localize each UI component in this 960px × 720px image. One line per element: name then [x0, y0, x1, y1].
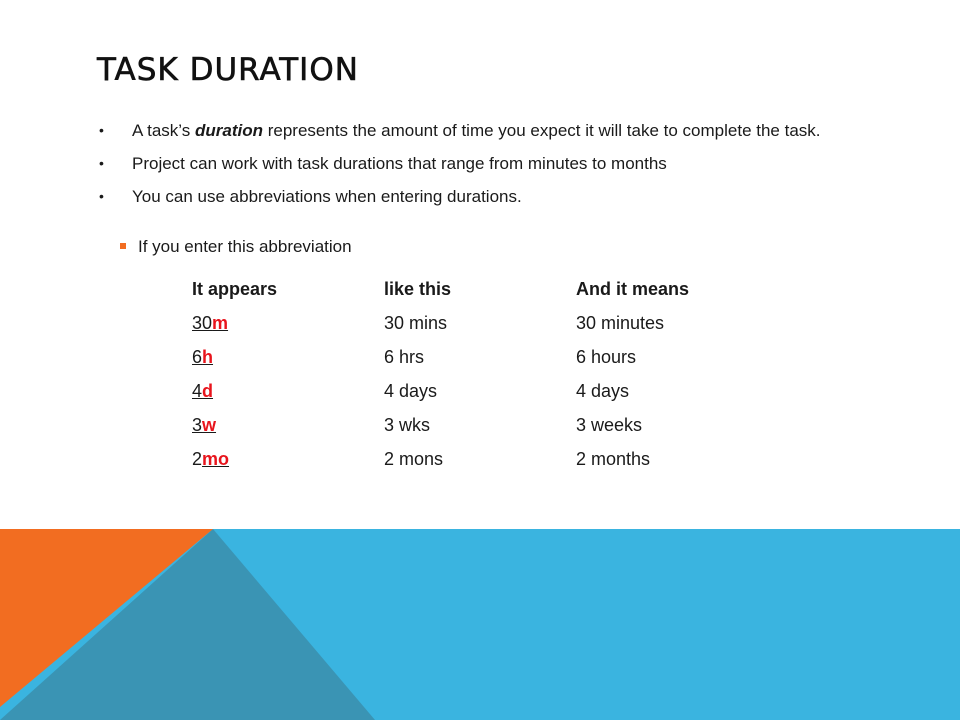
appears-cell: 30 mins — [384, 312, 448, 333]
means-cell: 4 days — [576, 380, 630, 401]
bullet-text: You can use abbreviations when entering durations. — [132, 187, 522, 206]
bullet-dot-icon: • — [99, 122, 104, 138]
square-bullet-icon — [120, 243, 126, 249]
sub-bullet — [120, 236, 352, 257]
appears-cell: 2 mons — [384, 448, 444, 469]
bullet-list — [97, 120, 837, 219]
abbreviation-unit: mo — [202, 448, 230, 469]
abbreviation-number: 2 — [192, 448, 203, 469]
abbreviation-cell — [192, 408, 384, 442]
abbreviation-unit: m — [212, 312, 229, 333]
abbreviation-unit: h — [202, 346, 214, 367]
abbreviation-unit: d — [202, 380, 214, 401]
table-row — [192, 442, 776, 476]
bullet-text: Project can work with task durations that range from minutes to months — [132, 154, 667, 173]
decorative-footer — [0, 529, 960, 720]
means-cell: 3 weeks — [576, 414, 643, 435]
means-cell: 2 months — [576, 448, 651, 469]
bullet-dot-icon: • — [99, 155, 104, 171]
table-row — [192, 340, 776, 374]
bullet-text: A task’s — [132, 121, 195, 140]
table-header-abbreviation: It appears — [192, 278, 278, 299]
bullet-abbreviations — [97, 186, 837, 207]
abbreviation-cell — [192, 442, 384, 476]
means-cell: 30 minutes — [576, 312, 665, 333]
table-header-row — [192, 272, 776, 306]
abbreviation-number: 6 — [192, 346, 203, 367]
means-cell: 6 hours — [576, 346, 637, 367]
table-header-means: And it means — [576, 278, 690, 299]
abbreviation-unit: w — [202, 414, 217, 435]
abbreviation-number: 3 — [192, 414, 203, 435]
table-header-appears: like this — [384, 278, 452, 299]
bullet-text: represents the amount of time you expect it will take to complete the task. — [263, 121, 821, 140]
duration-table — [192, 272, 776, 476]
bullet-emphasis: duration — [195, 121, 263, 140]
abbreviation-cell — [192, 306, 384, 340]
table-row — [192, 306, 776, 340]
bullet-dot-icon: • — [99, 188, 104, 204]
abbreviation-cell — [192, 340, 384, 374]
bullet-duration-range — [97, 153, 837, 174]
table-row — [192, 408, 776, 442]
appears-cell: 3 wks — [384, 414, 431, 435]
abbreviation-number: 4 — [192, 380, 203, 401]
abbreviation-number: 30 — [192, 312, 213, 333]
abbreviation-cell — [192, 374, 384, 408]
sub-bullet-text: If you enter this abbreviation — [138, 237, 352, 256]
bullet-duration-definition — [97, 120, 837, 141]
slide-title: TASK DURATION — [97, 52, 359, 88]
table-row — [192, 374, 776, 408]
appears-cell: 6 hrs — [384, 346, 425, 367]
appears-cell: 4 days — [384, 380, 438, 401]
